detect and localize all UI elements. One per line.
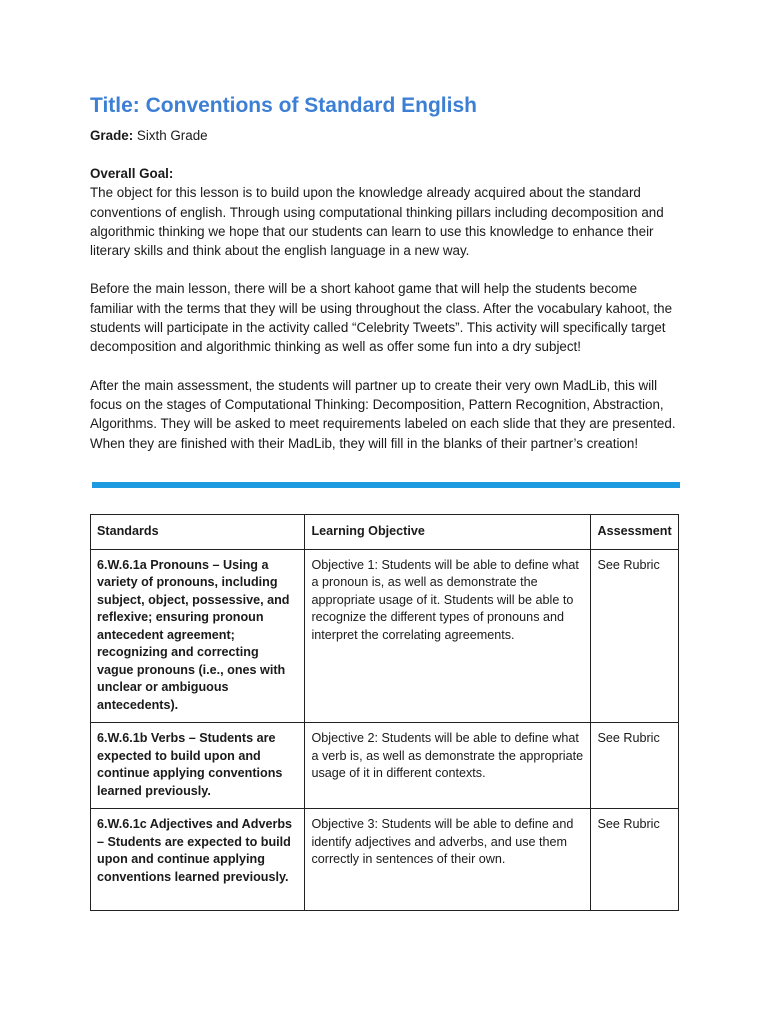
objective-cell: Objective 3: Students will be able to define and identify adjectives and adverbs, and use them correctly in sentences of their own.	[305, 809, 591, 911]
header-standards: Standards	[91, 515, 305, 550]
standards-table	[90, 514, 679, 911]
assessment-cell: See Rubric	[591, 723, 679, 809]
standard-cell: 6.W.6.1c Adjectives and Adverbs – Students are expected to build upon and continue applying conventions learned previously.	[91, 809, 305, 911]
grade-value: Sixth Grade	[133, 128, 208, 143]
grade-label: Grade:	[90, 128, 134, 143]
header-assessment: Assessment	[591, 515, 679, 550]
standard-cell: 6.W.6.1a Pronouns – Using a variety of pronouns, including subject, object, possessive, and reflexive; ensuring pronoun antecedent agreement; recognizing and correcting vague pronouns (i.e., ones with unclear or ambiguous antecedents).	[91, 549, 305, 723]
table-row	[91, 723, 679, 809]
assessment-cell: See Rubric	[591, 549, 679, 723]
table-row	[91, 549, 679, 723]
header-learning-objective: Learning Objective	[305, 515, 591, 550]
table-row	[91, 809, 679, 911]
overall-goal-heading: Overall Goal:	[90, 166, 174, 181]
goal-paragraph-1: The object for this lesson is to build upon the knowledge already acquired about the standard conventions of english. Through using computational thinking pillars including decomposition and algorithmic thinking we hope that our students can learn to use this knowledge to enhance their literary skills and think about the english language in a new way.	[90, 185, 664, 259]
page-title: Title: Conventions of Standard English	[90, 94, 477, 117]
standard-cell: 6.W.6.1b Verbs – Students are expected to build upon and continue applying conventions learned previously.	[91, 723, 305, 809]
grade-line	[90, 126, 680, 145]
objective-cell: Objective 1: Students will be able to define what a pronoun is, as well as demonstrate the appropriate usage of it. Students will be able to recognize the different types of pronouns and interpret the correlating agreements.	[305, 549, 591, 723]
objective-cell: Objective 2: Students will be able to define what a verb is, as well as demonstrate the appropriate usage of it in different contexts.	[305, 723, 591, 809]
section-divider	[92, 482, 680, 488]
goal-paragraph-2: Before the main lesson, there will be a short kahoot game that will help the students become familiar with the terms that they will be using throughout the class. After the vocabulary kahoot, the students will participate in the activity called “Celebrity Tweets”. This activity will specifically target decomposition and algorithmic thinking as well as offer some fun into a dry subject!	[90, 281, 673, 355]
lesson-document	[90, 92, 680, 472]
table-header-row	[91, 515, 679, 550]
goal-paragraph-3: After the main assessment, the students will partner up to create their very own MadLib, this will focus on the stages of Computational Thinking: Decomposition, Pattern Recognition, Abstraction, Algorithms. They will be asked to meet requirements labeled on each slide that they are presented. When they are finished with their MadLib, they will fill in the blanks of their partner’s creation!	[90, 377, 676, 451]
assessment-cell: See Rubric	[591, 809, 679, 911]
